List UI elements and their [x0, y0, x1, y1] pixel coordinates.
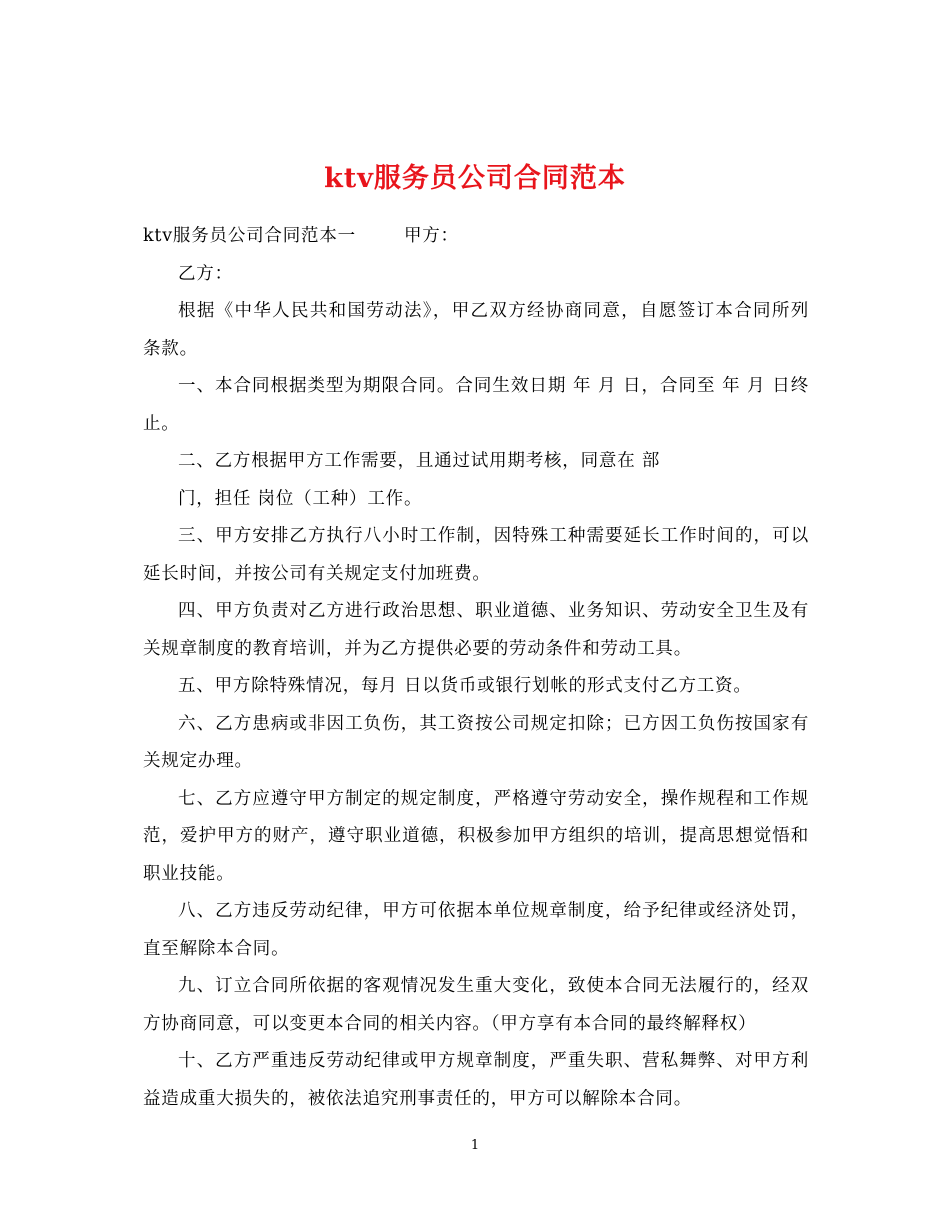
clause-2-continued: 门，担任 岗位（工种）工作。	[178, 488, 423, 509]
clause-5: 五、甲方除特殊情况，每月 日以货币或银行划帐的形式支付乙方工资。	[178, 676, 752, 696]
preamble-paragraph: 根据《中华人民共和国劳动法》，甲乙双方经协商同意，自愿签订本合同所列条款。	[143, 301, 809, 359]
intro-heading: ktv服务员公司合同范本一	[143, 226, 356, 246]
clause-9: 九、订立合同所依据的客观情况发生重大变化，致使本合同无法履行的，经双方协商同意，可以变更本合同的相关内容。（甲方享有本合同的最终解释权）	[143, 976, 809, 1034]
clause-1: 一、本合同根据类型为期限合同。合同生效日期 年 月 日，合同至 年 月 日终止。	[143, 376, 809, 434]
clause-4: 四、甲方负责对乙方进行政治思想、职业道德、业务知识、劳动安全卫生及有关规章制度的教育培训，并为乙方提供必要的劳动条件和劳动工具。	[143, 601, 809, 659]
document-body	[143, 218, 809, 1118]
party-a-label: 甲方：	[403, 226, 459, 246]
clause-2: 二、乙方根据甲方工作需要，且通过试用期考核，同意在 部	[178, 451, 661, 471]
document-title: ktv服务员公司合同范本	[324, 163, 626, 195]
clause-8: 八、乙方违反劳动纪律，甲方可依据本单位规章制度，给予纪律或经济处罚，直至解除本合同。	[143, 901, 809, 959]
intro-line	[143, 218, 809, 256]
clause-7: 七、乙方应遵守甲方制定的规定制度，严格遵守劳动安全，操作规程和工作规范，爱护甲方的财产，遵守职业道德，积极参加甲方组织的培训，提高思想觉悟和职业技能。	[143, 788, 809, 884]
page-number: 1	[470, 1138, 480, 1153]
clause-10: 十、乙方严重违反劳动纪律或甲方规章制度，严重失职、营私舞弊、对甲方利益造成重大损失的，被依法追究刑事责任的，甲方可以解除本合同。	[143, 1051, 809, 1109]
clause-3: 三、甲方安排乙方执行八小时工作制，因特殊工种需要延长工作时间的，可以延长时间，并按公司有关规定支付加班费。	[143, 526, 809, 584]
party-b-label: 乙方：	[178, 263, 233, 284]
clause-6: 六、乙方患病或非因工负伤，其工资按公司规定扣除；已方因工负伤按国家有关规定办理。	[143, 713, 809, 771]
